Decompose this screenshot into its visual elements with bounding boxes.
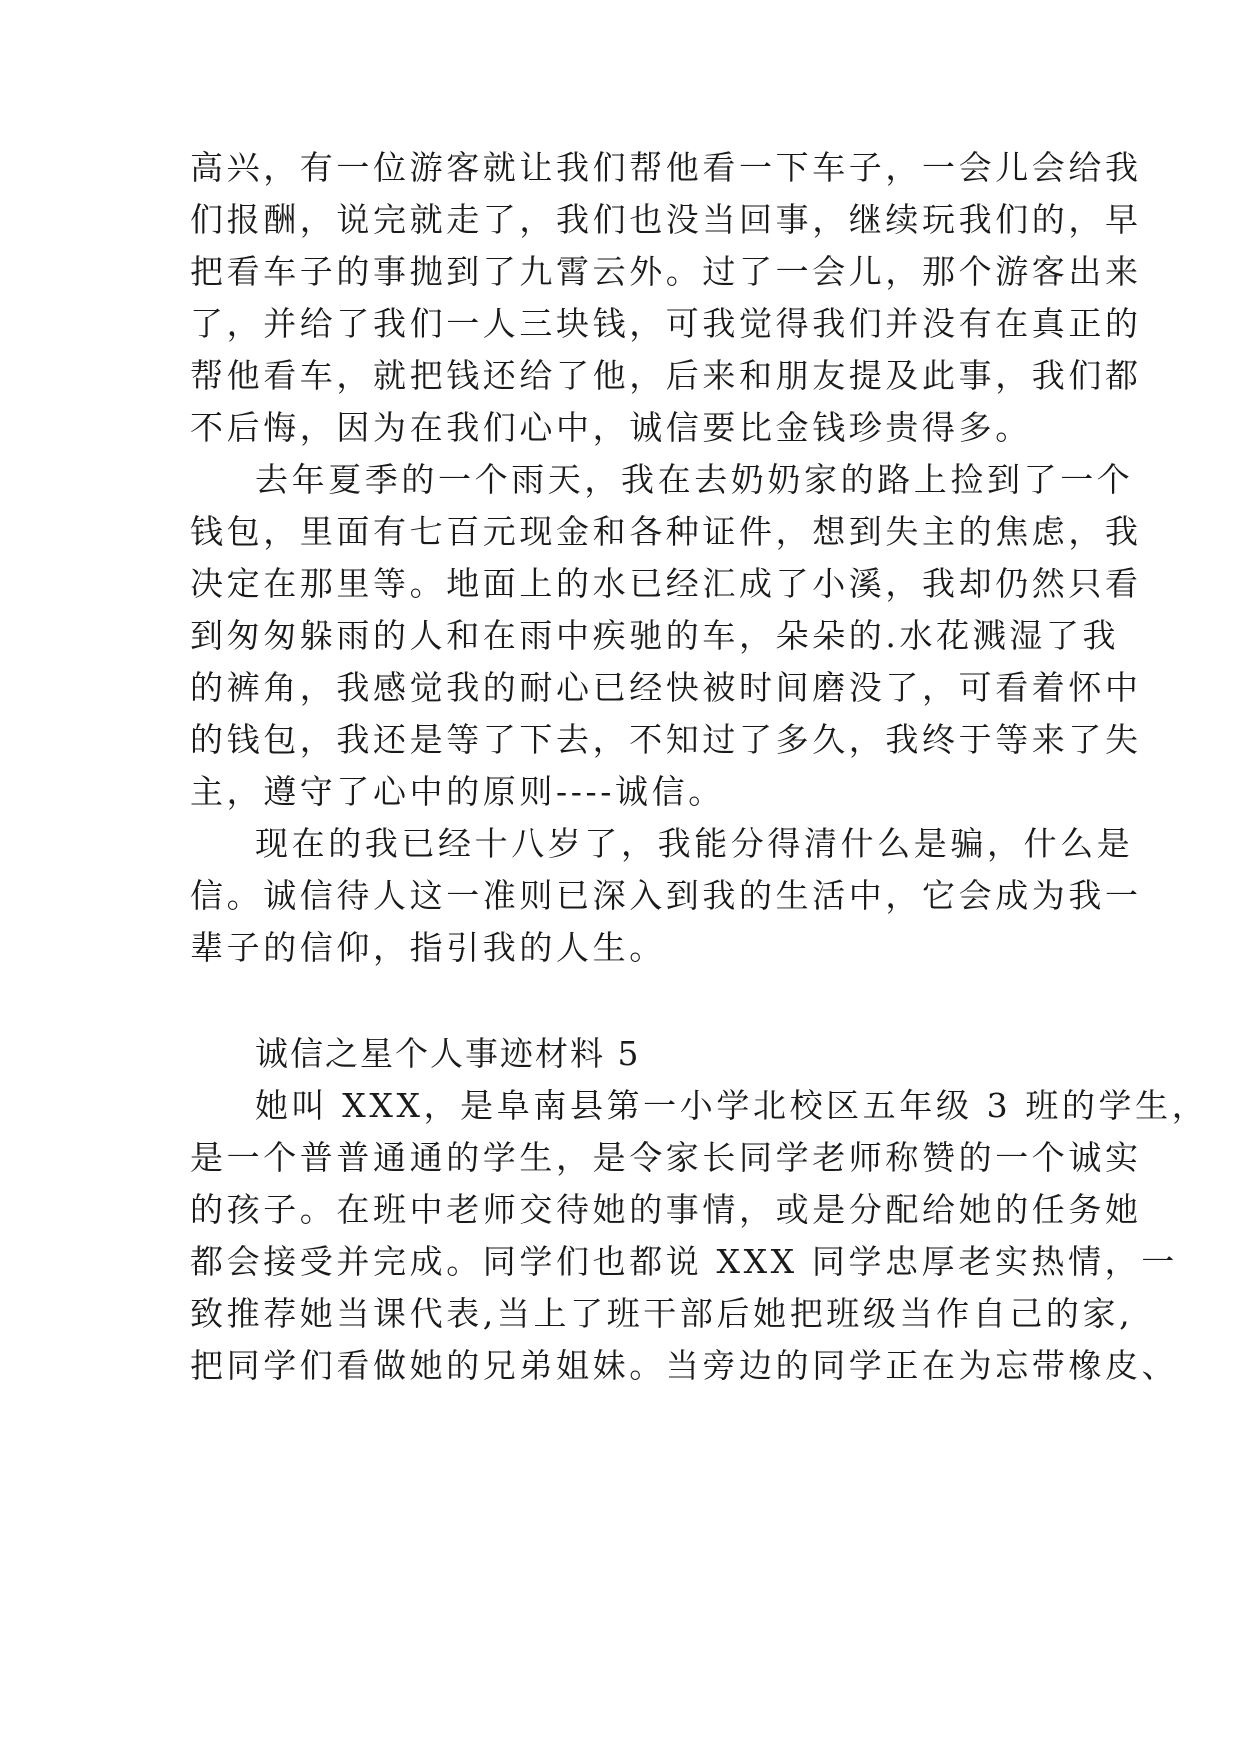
text-line: 了，并给了我们一人三块钱，可我觉得我们并没有在真正的 (190, 304, 1142, 343)
text-line: 她叫 XXX，是阜南县第一小学北校区五年级 3 班的学生， (255, 1086, 1209, 1125)
text-line: 们报酬，说完就走了，我们也没当回事，继续玩我们的，早 (190, 200, 1142, 239)
text-line: 的裤角，我感觉我的耐心已经快被时间磨没了，可看着怀中 (190, 668, 1142, 707)
section-heading: 诚信之星个人事迹材料 5 (255, 1034, 641, 1073)
text-line: 现在的我已经十八岁了，我能分得清什么是骗，什么是 (255, 824, 1134, 863)
text-line: 把同学们看做她的兄弟姐妹。当旁边的同学正在为忘带橡皮、 (190, 1346, 1179, 1385)
text-line: 钱包，里面有七百元现金和各种证件，想到失主的焦虑，我 (190, 512, 1142, 551)
text-line: 的孩子。在班中老师交待她的事情，或是分配给她的任务她 (190, 1190, 1142, 1229)
text-line: 致推荐她当课代表,当上了班干部后她把班级当作自己的家, (190, 1294, 1134, 1333)
text-line: 去年夏季的一个雨天，我在去奶奶家的路上捡到了一个 (255, 460, 1134, 499)
text-line: 把看车子的事抛到了九霄云外。过了一会儿，那个游客出来 (190, 252, 1142, 291)
text-line: 信。诚信待人这一准则已深入到我的生活中，它会成为我一 (190, 876, 1142, 915)
text-line: 到匆匆躲雨的人和在雨中疾驰的车，朵朵的.水花溅湿了我 (190, 616, 1120, 655)
text-line: 是一个普普通通的学生，是令家长同学老师称赞的一个诚实 (190, 1138, 1142, 1177)
text-line: 不后悔，因为在我们心中，诚信要比金钱珍贵得多。 (190, 408, 1032, 447)
text-line: 帮他看车，就把钱还给了他，后来和朋友提及此事，我们都 (190, 356, 1142, 395)
text-line: 辈子的信仰，指引我的人生。 (190, 928, 666, 967)
text-line: 决定在那里等。地面上的水已经汇成了小溪，我却仍然只看 (190, 564, 1142, 603)
text-line: 主，遵守了心中的原则----诚信。 (190, 772, 725, 811)
text-line: 的钱包，我还是等了下去，不知过了多久，我终于等来了失 (190, 720, 1142, 759)
text-line: 都会接受并完成。同学们也都说 XXX 同学忠厚老实热情，一 (190, 1242, 1178, 1281)
text-line: 高兴，有一位游客就让我们帮他看一下车子，一会儿会给我 (190, 148, 1142, 187)
